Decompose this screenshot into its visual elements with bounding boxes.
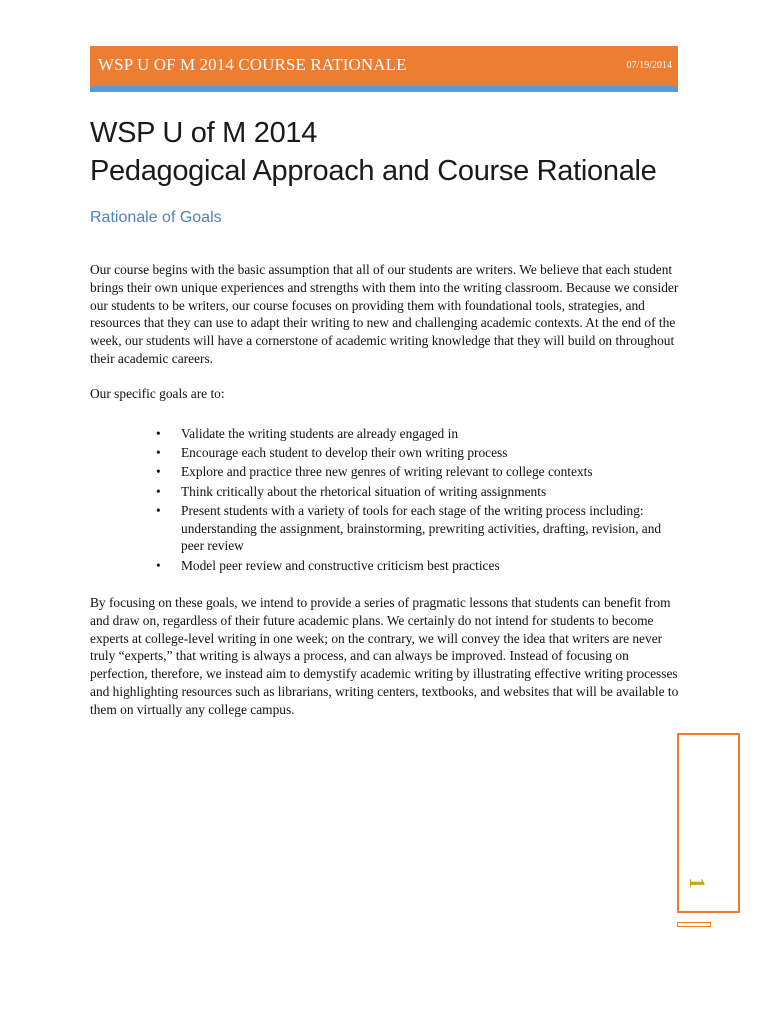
section-heading: Rationale of Goals	[90, 209, 222, 226]
bullet-icon: •	[156, 502, 161, 518]
list-item-text: Validate the writing students are already engaged in	[181, 426, 459, 441]
bullet-icon: •	[156, 557, 161, 573]
document-title	[90, 114, 690, 190]
list-item-text: Model peer review and constructive criticism best practices	[181, 557, 500, 573]
paragraph-goals-lead: Our specific goals are to:	[90, 386, 225, 401]
list-item-text: Encourage each student to develop their own writing process	[181, 445, 508, 461]
list-item	[156, 463, 676, 481]
list-item-text: Explore and practice three new genres of writing relevant to college contexts	[181, 464, 593, 480]
paragraph-conclusion: By focusing on these goals, we intend to provide a series of pragmatic lessons that students can benefit from and draw on, regardless of their future academic plans. We certainly do not intend for students to become experts at college-level writing in one week; on the contrary, we will convey the idea that writers are never truly “experts,” that writing is always a process, and can always be improved. Instead of focusing on perfection, therefore, we instead aim to demystify academic writing by illustrating effective writing processes and highlighting resources such as librarians, writing centers, textbooks, and websites that will be available to them on virtually any college campus.	[90, 595, 679, 717]
document-title-line-1: WSP U of M 2014	[90, 117, 318, 149]
bullet-icon: •	[156, 464, 161, 480]
header-title: WSP U OF M 2014 COURSE RATIONALE	[98, 55, 407, 74]
list-item	[156, 502, 676, 555]
list-item	[156, 425, 676, 443]
goals-list	[156, 425, 676, 576]
header-date: 07/19/2014	[626, 60, 672, 71]
list-item-text: Present students with a variety of tools for each stage of the writing process including: understanding the assignment, brainstorming, prewriting activities, drafting, revision, and peer review	[181, 502, 662, 554]
header-rule	[90, 86, 678, 92]
page-number-tab	[677, 922, 711, 927]
paragraph-intro: Our course begins with the basic assumption that all of our students are writers. We believe that each student brings their own unique experiences and strengths with them into the writing classroom. Because we consider our students to be writers, our course focuses on providing them with foundational tools, strategies, and resources that they can use to adapt their writing to new and challenging academic contexts. At the end of the week, our students will have a cornerstone of academic writing knowledge that they will build on throughout their academic careers.	[90, 262, 679, 366]
list-item	[156, 557, 676, 575]
bullet-icon: •	[156, 483, 161, 499]
list-item	[156, 444, 676, 462]
list-item	[156, 483, 676, 501]
document-title-line-2: Pedagogical Approach and Course Rationale	[90, 155, 657, 187]
bullet-icon: •	[156, 445, 161, 461]
page-number: 1	[685, 877, 710, 889]
bullet-icon: •	[156, 426, 161, 441]
list-item-text: Think critically about the rhetorical situation of writing assignments	[181, 483, 547, 499]
